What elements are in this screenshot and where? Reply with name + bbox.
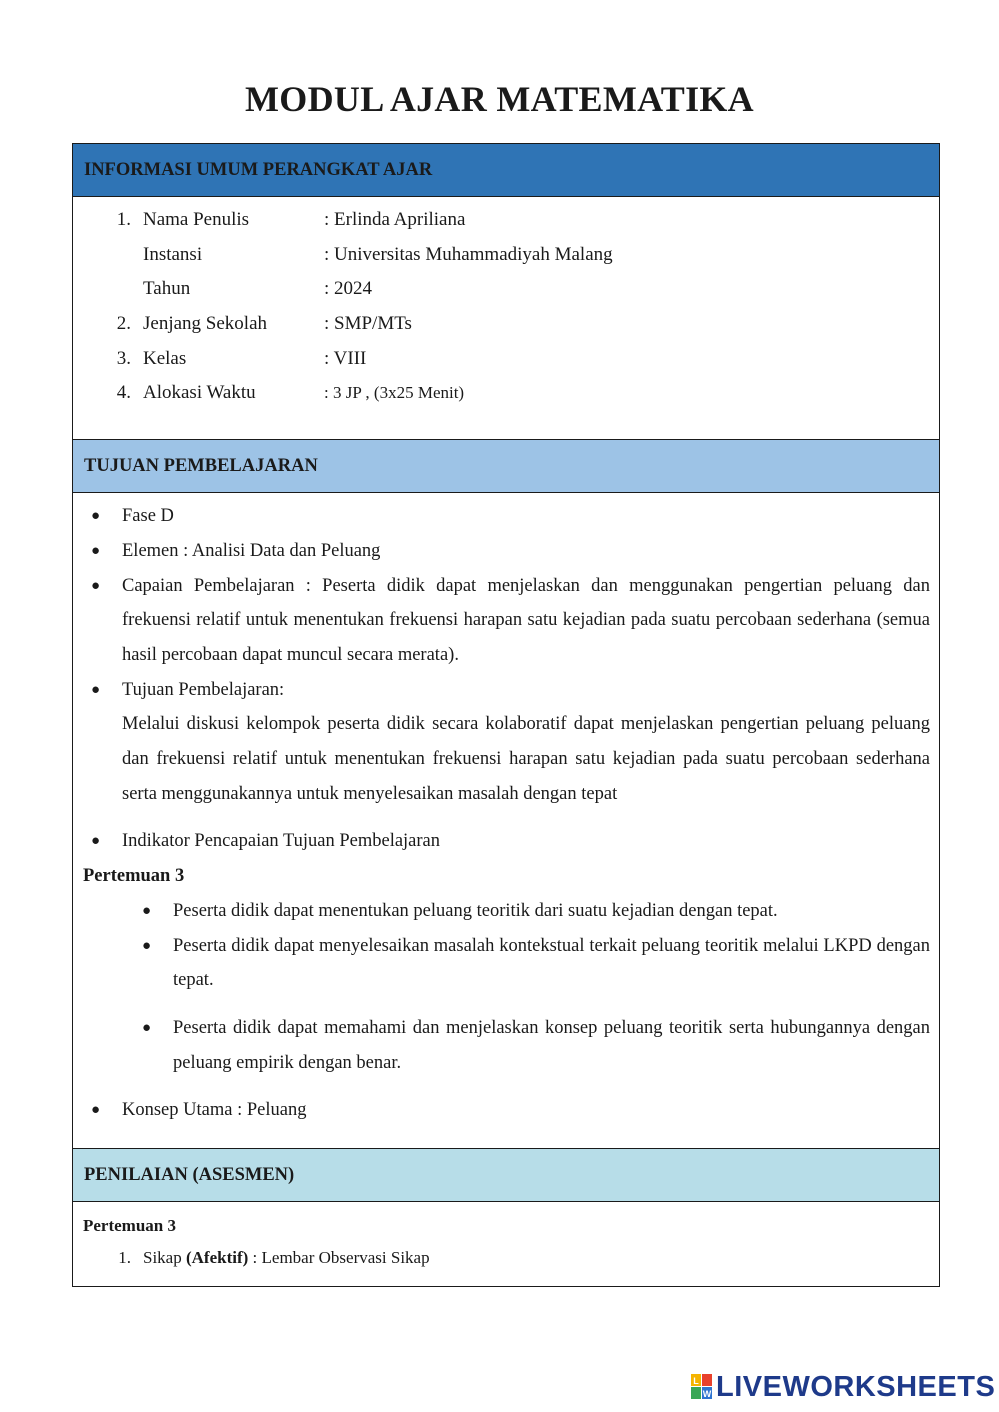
section-header-tujuan (73, 440, 939, 493)
info-number: 4. (116, 382, 131, 404)
tujuan-section (73, 493, 939, 1149)
info-row (73, 240, 939, 275)
pertemuan-label: Pertemuan 3 (83, 866, 185, 887)
indikator-text: Indikator Pencapaian Tujuan Pembelajaran (122, 831, 441, 852)
info-number: 3. (116, 347, 131, 369)
indikator-item-text: Peserta didik dapat menyelesaikan masalah kontekstual terkait peluang teoritik melalui LKPD dengan tepat. (173, 935, 930, 991)
bullet-tujuan (73, 673, 930, 708)
bullet-fase (73, 499, 930, 534)
bullet-icon: ● (91, 1102, 101, 1119)
info-value-jenjang-sekolah: : SMP/MTs (324, 313, 412, 335)
section-header-penilaian-label: PENILAIAN (ASESMEN) (84, 1164, 295, 1185)
indikator-item (73, 929, 930, 998)
bullet-elemen (73, 534, 930, 569)
info-value-tahun: : 2024 (324, 278, 373, 300)
section-header-penilaian (73, 1149, 939, 1202)
info-label-instansi: Instansi (143, 243, 203, 265)
fase-text: Fase D (122, 506, 174, 527)
penilaian-item-bold: (Afektif) (185, 1248, 249, 1268)
penilaian-item (73, 1242, 939, 1274)
logo-letter: L (693, 1376, 699, 1386)
bullet-icon: ● (142, 1019, 152, 1036)
penilaian-item-suffix: : Lembar Observasi Sikap (252, 1248, 430, 1268)
info-row (73, 274, 939, 309)
info-label-alokasi-waktu: Alokasi Waktu (143, 382, 256, 404)
section-header-informasi (73, 144, 939, 197)
liveworksheets-logo-icon (691, 1374, 713, 1400)
pertemuan-label: Pertemuan 3 (83, 1216, 177, 1236)
info-value-nama-penulis: : Erlinda Apriliana (324, 209, 466, 230)
bullet-icon: ● (91, 833, 101, 850)
info-number: 1. (116, 209, 131, 230)
indikator-item (73, 1011, 930, 1080)
indikator-item-text: Peserta didik dapat memahami dan menjelaskan konsep peluang teoritik serta hubungannya dengan peluang empirik dengan benar. (173, 1017, 930, 1073)
bullet-icon: ● (142, 902, 152, 919)
info-value-kelas: : VIII (324, 347, 367, 369)
bullet-icon: ● (91, 577, 101, 594)
page-title: MODUL AJAR MATEMATIKA (245, 79, 754, 119)
indikator-item-text: Peserta didik dapat menentukan peluang teoritik dari suatu kejadian dengan tepat. (173, 900, 778, 921)
info-row (73, 205, 939, 240)
bullet-icon: ● (91, 681, 101, 698)
info-value-instansi: : Universitas Muhammadiyah Malang (324, 243, 613, 265)
penilaian-item-text (143, 1242, 430, 1274)
bullet-konsep (73, 1093, 930, 1128)
info-row (73, 378, 939, 413)
indikator-item (73, 894, 930, 929)
tujuan-label: Tujuan Pembelajaran: (122, 679, 285, 700)
capaian-text: Capaian Pembelajaran : Peserta didik dapat menjelaskan dan menggunakan pengertian peluang dan frekuensi relatif untuk menentukan frekuensi harapan satu kejadian pada suatu percobaan sederhana (semua hasil percobaan dapat muncul secara merata). (122, 575, 930, 665)
info-label-nama-penulis: Nama Penulis (143, 209, 250, 230)
penilaian-item-number: 1. (118, 1248, 131, 1268)
bullet-indikator (73, 824, 930, 859)
bullet-icon: ● (91, 542, 101, 559)
penilaian-item-prefix: Sikap (143, 1248, 182, 1268)
penilaian-section (73, 1202, 939, 1286)
brand-name: LIVEWORKSHEETS (716, 1370, 996, 1403)
konsep-text: Konsep Utama : Peluang (122, 1100, 307, 1121)
informasi-section (73, 197, 939, 440)
logo-letter: W (702, 1389, 712, 1399)
liveworksheets-brand (691, 1371, 995, 1403)
info-row (73, 344, 939, 379)
bullet-icon: ● (142, 937, 152, 954)
bullet-icon: ● (91, 508, 101, 525)
bullet-capaian (73, 569, 930, 673)
info-row (73, 309, 939, 344)
info-label-kelas: Kelas (143, 347, 187, 369)
info-label-tahun: Tahun (143, 278, 191, 300)
elemen-text: Elemen : Analisi Data dan Peluang (122, 540, 381, 561)
info-number: 2. (116, 313, 131, 335)
info-label-jenjang-sekolah: Jenjang Sekolah (143, 313, 268, 335)
module-table (72, 143, 940, 1287)
tujuan-text: Melalui diskusi kelompok peserta didik secara kolaboratif dapat menjelaskan pengertian peluang peluang dan frekuensi relatif untuk menentukan frekuensi harapan satu kejadian pada suatu percobaan sederhana serta menggunakannya untuk menyelesaikan masalah dengan tepat (122, 714, 930, 804)
section-header-tujuan-label: TUJUAN PEMBELAJARAN (84, 455, 318, 476)
section-header-informasi-label: INFORMASI UMUM PERANGKAT AJAR (84, 159, 433, 180)
info-value-alokasi-waktu: : 3 JP , (3x25 Menit) (324, 383, 465, 403)
